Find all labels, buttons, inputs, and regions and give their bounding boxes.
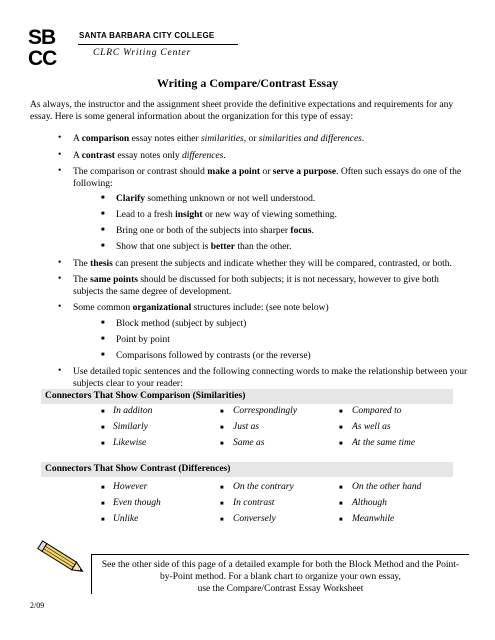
connector-item: Similarly — [113, 422, 148, 432]
bullet-icon: • — [58, 366, 62, 376]
svg-text:SB: SB — [28, 26, 56, 49]
square-bullet-icon: ■ — [101, 336, 105, 342]
square-bullet-icon: ■ — [339, 425, 343, 431]
square-bullet-icon: ■ — [101, 425, 105, 431]
square-bullet-icon: ■ — [220, 425, 224, 431]
note-box — [91, 554, 469, 594]
bullet-thesis: The thesis can present the subjects and indicate whether they will be compared, contrasted, or both. — [73, 259, 452, 269]
note-line-1: See the other side of this page of a detailed example for both the Block Method and the Point- — [101, 560, 460, 570]
bullet-icon: • — [58, 133, 62, 143]
connector-item: In contrast — [233, 498, 275, 508]
square-bullet-icon: ■ — [101, 501, 105, 507]
square-bullet-icon: ■ — [101, 485, 105, 491]
connector-item: Unlike — [113, 514, 139, 524]
square-bullet-icon: ■ — [339, 441, 343, 447]
bullet-connectors: Use detailed topic sentences and the following connecting words to make the relationship between your subjects clear to your reader: — [73, 367, 468, 389]
square-bullet-icon: ■ — [101, 227, 105, 233]
square-bullet-icon: ■ — [220, 517, 224, 523]
connector-item: On the contrary — [233, 482, 294, 492]
connector-item: Just as — [233, 422, 260, 432]
svg-text:CC: CC — [28, 47, 57, 66]
sub-bullet-better: Show that one subject is better than the other. — [116, 242, 292, 252]
connector-item: At the same time — [352, 438, 416, 448]
bullet-icon: • — [58, 166, 62, 176]
square-bullet-icon: ■ — [220, 501, 224, 507]
connector-item: In additon — [113, 406, 153, 416]
bullet-organizational: Some common organizational structures include: (see note below) — [73, 303, 329, 313]
note-line-3: use the Compare/Contrast Essay Worksheet — [197, 584, 364, 594]
bullet-same-points: The same points should be discussed for both subjects; it is not necessary, however to give both subjects the same degree of development. — [73, 275, 439, 297]
connector-item: Meanwhile — [352, 514, 395, 524]
sub-bullet-focus: Bring one or both of the subjects into sharper focus. — [116, 226, 314, 236]
pencil-icon — [34, 539, 90, 579]
square-bullet-icon: ■ — [101, 352, 105, 358]
square-bullet-icon: ■ — [101, 409, 105, 415]
square-bullet-icon: ■ — [101, 243, 105, 249]
writing-center-name: CLRC Writing Center — [93, 48, 192, 58]
connector-item: As well as — [352, 422, 391, 432]
connector-item: Likewise — [113, 438, 147, 448]
square-bullet-icon: ■ — [339, 409, 343, 415]
bullet-icon: • — [58, 302, 62, 312]
header-divider — [78, 44, 238, 45]
sub-bullet-insight: Lead to a fresh insight or new way of viewing something. — [116, 210, 337, 220]
square-bullet-icon: ■ — [220, 409, 224, 415]
square-bullet-icon: ■ — [339, 501, 343, 507]
square-bullet-icon: ■ — [101, 320, 105, 326]
square-bullet-icon: ■ — [220, 485, 224, 491]
revision-date: 2/09 — [30, 601, 45, 610]
bullet-purpose: The comparison or contrast should make a point or serve a purpose. Often such essays do one of the following: — [73, 167, 462, 189]
contrast-heading: Connectors That Show Contrast (Differences) — [41, 462, 453, 477]
bullet-icon: • — [58, 150, 62, 160]
connector-item: Even though — [113, 498, 161, 508]
square-bullet-icon: ■ — [101, 441, 105, 447]
page-title: Writing a Compare/Contrast Essay — [156, 76, 339, 90]
square-bullet-icon: ■ — [339, 517, 343, 523]
note-line-2: by-Point method. For a blank chart to organize your own essay, — [160, 572, 401, 582]
college-name: SANTA BARBARA CITY COLLEGE — [79, 31, 215, 40]
sub-bullet-clarify: Clarify something unknown or not well understood. — [116, 194, 316, 204]
connector-item: Compared to — [352, 406, 402, 416]
sub-bullet-comparisons: Comparisons followed by contrasts (or the reverse) — [116, 351, 311, 361]
intro-paragraph: As always, the instructor and the assignment sheet provide the definitive expectations and requirements for any essay. Here is some general information about the organization for this type of essay: — [30, 100, 454, 122]
square-bullet-icon: ■ — [101, 517, 105, 523]
bullet-contrast: A contrast essay notes only differences. — [73, 151, 226, 161]
connector-item: On the other hand — [352, 482, 422, 492]
connector-item: Conversely — [233, 514, 276, 524]
square-bullet-icon: ■ — [101, 211, 105, 217]
connector-item: Although — [352, 498, 387, 508]
bullet-icon: • — [58, 274, 62, 284]
square-bullet-icon: ■ — [101, 195, 105, 201]
bullet-comparison: A comparison essay notes either similarities, or similarities and differences. — [73, 134, 365, 144]
comparison-heading: Connectors That Show Comparison (Similarities) — [41, 389, 453, 404]
square-bullet-icon: ■ — [220, 441, 224, 447]
connector-item: However — [113, 482, 148, 492]
sbcc-logo — [28, 26, 74, 66]
connector-item: Same as — [233, 438, 265, 448]
connector-item: Correspondingly — [233, 406, 298, 416]
sub-bullet-block: Block method (subject by subject) — [116, 319, 247, 329]
square-bullet-icon: ■ — [339, 485, 343, 491]
sub-bullet-point: Point by point — [116, 335, 170, 345]
header — [28, 26, 228, 70]
bullet-icon: • — [58, 258, 62, 268]
